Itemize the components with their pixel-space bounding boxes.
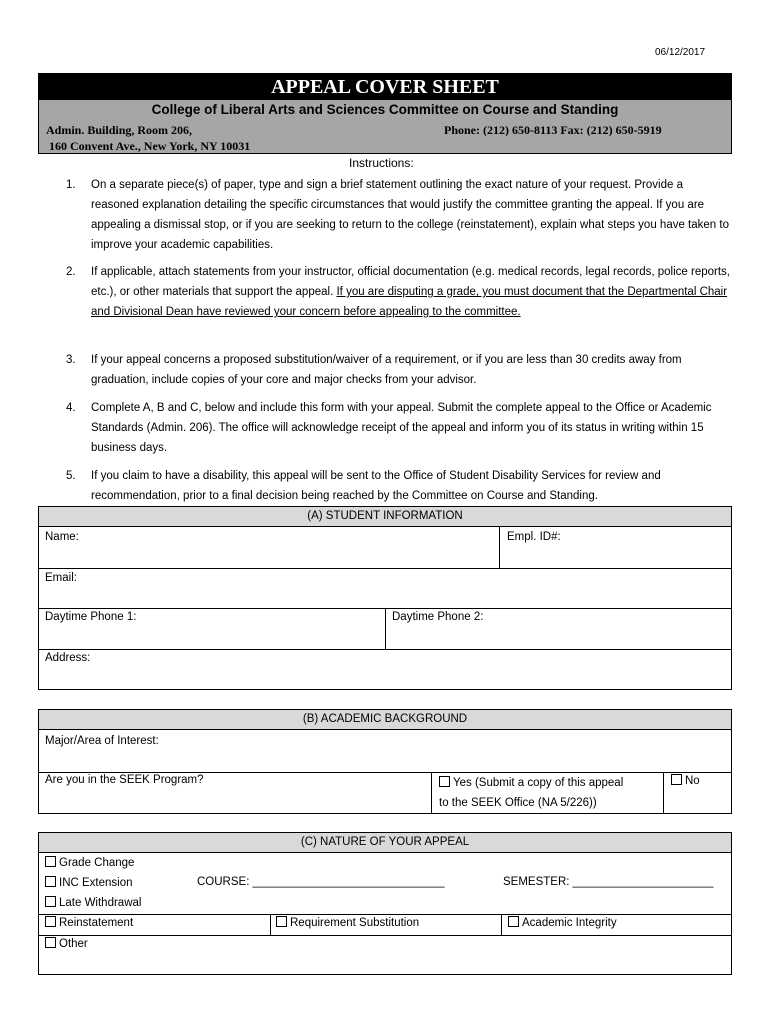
instruction-text: On a separate piece(s) of paper, type and sign a brief statement outlining the exact nature of your request. Provide a reasoned explanation detailing the specific circumstances that would justify the committee granting the appeal. If you are appealing a dismissal stop, or if you are seeking to return to the college (reinstatement), explain what steps you have taken to improve your academic capabilities. [91, 179, 729, 251]
seek-no-checkbox[interactable] [671, 774, 682, 785]
instruction-number: 4. [66, 402, 76, 414]
divider [385, 608, 386, 649]
inc-extension-checkbox[interactable] [45, 876, 56, 887]
divider [501, 914, 502, 935]
section-b-title: (B) ACADEMIC BACKGROUND [39, 710, 731, 730]
form-header [38, 73, 732, 154]
address-label: Address: [45, 652, 91, 664]
name-label: Name: [45, 531, 79, 543]
reinstatement-option[interactable]: Reinstatement [45, 916, 133, 929]
section-a-title: (A) STUDENT INFORMATION [39, 507, 731, 527]
form-title: APPEAL COVER SHEET [39, 74, 731, 100]
divider [270, 914, 271, 935]
section-c-nature-of-appeal [38, 832, 732, 975]
instruction-number: 3. [66, 354, 76, 366]
other-checkbox[interactable] [45, 937, 56, 948]
instruction-text: Complete A, B and C, below and include this form with your appeal. Submit the complete appeal to the Office or Academic Standards (Admin. 206). The office will acknowledge receipt of the appeal and inform you of its status in writing within 15 business days. [91, 402, 712, 454]
course-field[interactable]: COURSE: ______________________________ [197, 876, 445, 888]
office-address-line2: 160 Convent Ave., New York, NY 10031 [49, 139, 251, 153]
section-c-title: (C) NATURE OF YOUR APPEAL [39, 833, 731, 853]
form-date: 06/12/2017 [655, 47, 706, 58]
phone1-label: Daytime Phone 1: [45, 611, 137, 623]
phone2-label: Daytime Phone 2: [392, 611, 484, 623]
section-b-academic-background [38, 709, 732, 814]
instructions-title: Instructions: [349, 156, 414, 170]
academic-integrity-checkbox[interactable] [508, 916, 519, 927]
semester-field[interactable]: SEMESTER: ______________________ [503, 876, 714, 888]
instruction-number: 1. [66, 179, 76, 191]
grade-change-option[interactable]: Grade Change [45, 856, 134, 869]
seek-yes-checkbox[interactable] [439, 776, 450, 787]
requirement-substitution-option[interactable]: Requirement Substitution [276, 916, 419, 929]
office-address-line1: Admin. Building, Room 206, [46, 123, 193, 137]
grade-change-checkbox[interactable] [45, 856, 56, 867]
major-label: Major/Area of Interest: [45, 735, 159, 747]
grade-dispute-note: If you are disputing a grade, you must document that the Departmental Chair and Divisional Dean have reviewed your concern before appealing to the committee. [91, 286, 728, 318]
seek-question: Are you in the SEEK Program? [45, 774, 204, 786]
divider [499, 527, 500, 568]
divider [663, 772, 664, 814]
requirement-substitution-checkbox[interactable] [276, 916, 287, 927]
instruction-text: If your appeal concerns a proposed substitution/waiver of a requirement, or if you are less than 30 credits away from graduation, include copies of your core and major checks from your advisor. [91, 354, 682, 386]
divider [39, 772, 731, 773]
divider [39, 568, 731, 569]
seek-yes-option[interactable]: Yes (Submit a copy of this appeal to the SEEK Office (NA 5/226)) [439, 777, 624, 809]
academic-integrity-option[interactable]: Academic Integrity [508, 916, 617, 929]
email-label: Email: [45, 572, 77, 584]
office-phone: Phone: (212) 650-8113 Fax: (212) 650-5919 [444, 123, 662, 137]
instruction-text: If you claim to have a disability, this appeal will be sent to the Office of Student Disability Services for review and recommendation, prior to a final decision being reached by the Committee on Course and Standing. [91, 470, 661, 502]
divider [39, 914, 731, 915]
reinstatement-checkbox[interactable] [45, 916, 56, 927]
form-subtitle: College of Liberal Arts and Sciences Committee on Course and Standing [151, 102, 619, 117]
instruction-number: 5. [66, 470, 76, 482]
divider [431, 772, 432, 814]
late-withdrawal-checkbox[interactable] [45, 896, 56, 907]
divider [39, 935, 731, 936]
instruction-text: If applicable, attach statements from your instructor, official documentation (e.g. medical records, legal records, police reports, etc.), or other materials that support the appeal. If you are disputing a grade, you must document that the Departmental Chair and Divisional Dean have reviewed your concern before appealing to the committee. [91, 266, 730, 318]
section-a-student-information [38, 506, 732, 690]
inc-extension-option[interactable]: INC Extension [45, 876, 133, 889]
seek-no-option[interactable]: No [671, 774, 700, 787]
empl-id-label: Empl. ID#: [507, 531, 561, 543]
divider [39, 649, 731, 650]
other-option[interactable]: Other [45, 937, 88, 950]
late-withdrawal-option[interactable]: Late Withdrawal [45, 896, 141, 909]
instruction-number: 2. [66, 266, 76, 278]
